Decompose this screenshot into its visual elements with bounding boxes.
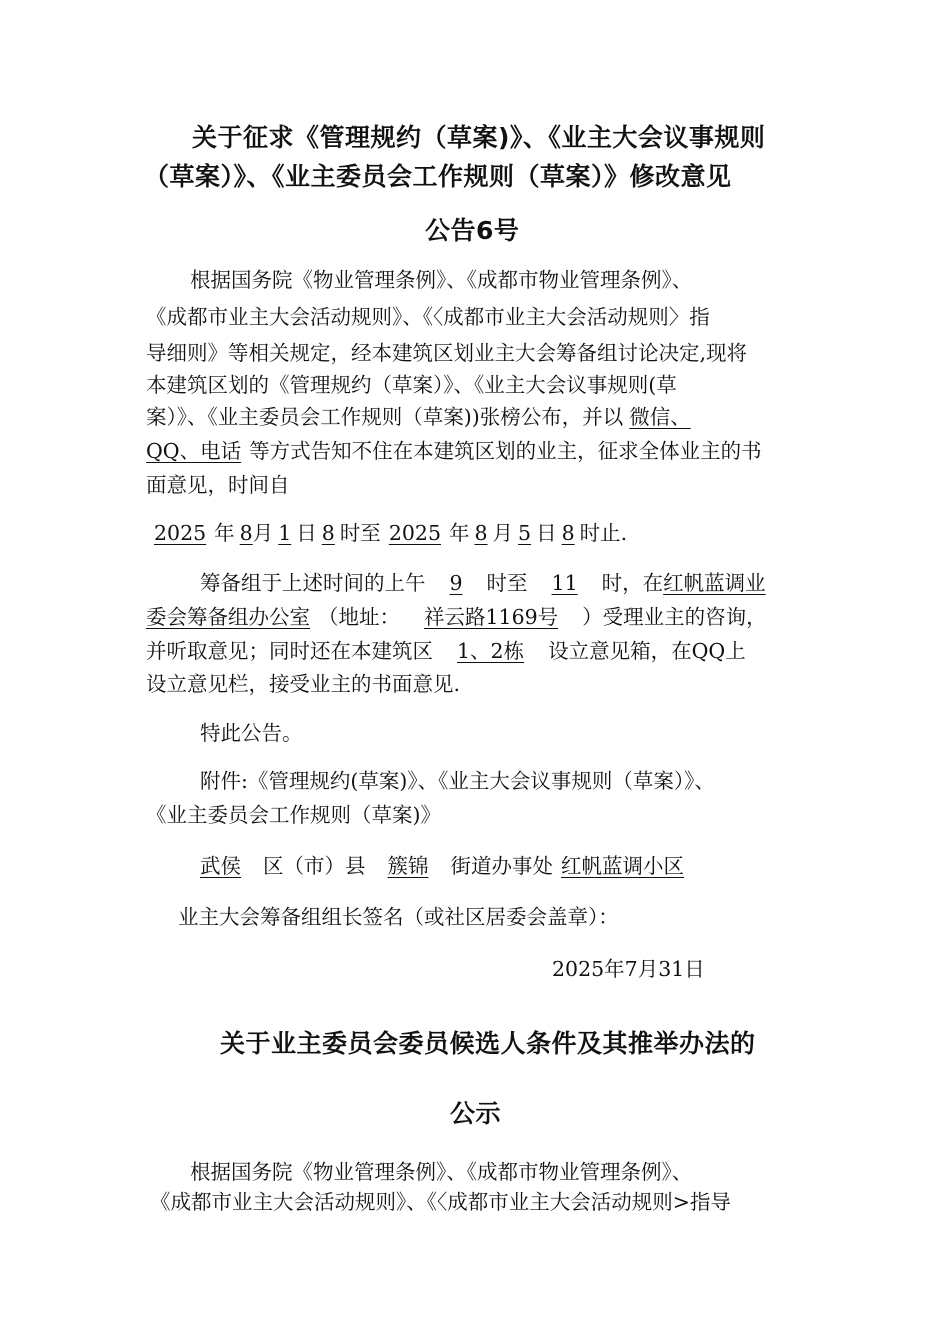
p2-text-a: 筹备组于上述时间的上午 [200,571,426,595]
address-label: （地址： [318,605,400,629]
community-value: 红帆蓝调小区 [561,854,684,878]
notice1-p1-line3: 导细则》等相关规定，经本建筑区划业主大会筹备组讨论决定,现将 [146,341,748,365]
notice1-p1-line1: 根据国务院《物业管理条例》、《成都市物业管理条例》、 [190,268,693,292]
district-value: 武侯 [200,854,241,878]
notice1-signature: 业主大会筹备组组长签名（或社区居委会盖章）： [178,905,619,929]
notice1-methods-part2: QQ、电话 [146,439,242,463]
notice1-p1-line6 [146,441,762,462]
notice1-p1-line5 [146,407,695,428]
notice2-title-line2: 公示 [450,1099,502,1128]
notice1-hereby: 特此公告。 [200,721,303,745]
label-day: 日 [296,521,317,545]
street-value: 簇锦 [387,854,429,878]
start-day: 1 [278,521,292,545]
notice1-methods-part1: 微信、 [629,405,691,429]
p2-text-c: 时，在 [601,571,664,595]
notice1-p2-line1 [200,573,766,594]
p2-text-e: 并听取意见；同时还在本建筑区 [146,639,433,663]
notice1-p1-line6-text: 等方式告知不住在本建筑区划的业主，征求全体业主的书 [249,439,762,463]
notice1-p2-line3 [146,641,746,662]
start-hour: 8 [321,521,335,545]
opinion-box-buildings: 1、2栋 [457,639,525,663]
p2-text-b: 时至 [486,571,528,595]
label-month2: 月 [492,521,514,545]
notice2-p1-line2: 《成都市业主大会活动规则》、《〈成都市业主大会活动规则>指导 [150,1190,731,1214]
start-year: 2025 [154,521,207,545]
notice1-time-line [146,523,627,544]
label-year2: 年 [448,521,470,545]
end-day: 5 [518,521,532,545]
p2-text-d: ）受理业主的咨询， [582,605,767,629]
notice2-p1-line1: 根据国务院《物业管理条例》、《成都市物业管理条例》、 [190,1160,693,1184]
end-month: 8 [474,521,488,545]
notice1-date: 2025年7月31日 [552,957,705,981]
consult-place-part2: 委会筹备组办公室 [146,605,310,629]
p2-text-f: 设立意见箱，在QQ上 [548,639,746,663]
consult-address: 祥云路1169号 [424,605,559,629]
notice1-number: 公告6号 [425,216,520,245]
notice1-location-line [178,856,712,877]
start-month: 8 [239,521,253,545]
label-day2: 日 [536,521,557,545]
street-label: 街道办事处 [450,854,553,878]
notice1-title-line1: 关于征求《管理规约（草案)》、《业主大会议事规则 [192,123,766,152]
notice2-title-line1: 关于业主委员会委员候选人条件及其推举办法的 [220,1029,756,1058]
notice1-title-line2: （草案）》、《业主委员会工作规则（草案）》修改意见 [144,162,732,191]
notice1-p1-line5-text: 案）》、《业主委员会工作规则（草案))张榜公布，并以 [146,405,624,429]
district-label: 区（市）县 [263,854,366,878]
label-end: 时止. [579,521,628,545]
notice1-p1-line7: 面意见，时间自 [146,473,290,497]
consult-place-part1: 红帆蓝调业 [663,571,766,595]
notice1-attachment-line1: 附件:《管理规约(草案)》、《业主大会议事规则（草案）》、 [200,769,715,793]
end-year: 2025 [388,521,441,545]
consult-end: 11 [551,571,578,595]
label-month: 月 [252,521,274,545]
notice1-p1-line4: 本建筑区划的《管理规约（草案）》、《业主大会议事规则(草 [146,373,677,397]
end-hour: 8 [561,521,575,545]
notice1-attachment-line2: 《业主委员会工作规则（草案)》 [146,803,441,827]
notice1-p2-line4: 设立意见栏，接受业主的书面意见. [146,672,461,696]
notice1-p1-line2: 《成都市业主大会活动规则》、《〈成都市业主大会活动规则〉指 [146,305,710,329]
label-year: 年 [214,521,235,545]
consult-start: 9 [449,571,463,595]
notice1-p2-line2 [146,607,767,628]
label-to: 时至 [339,521,381,545]
